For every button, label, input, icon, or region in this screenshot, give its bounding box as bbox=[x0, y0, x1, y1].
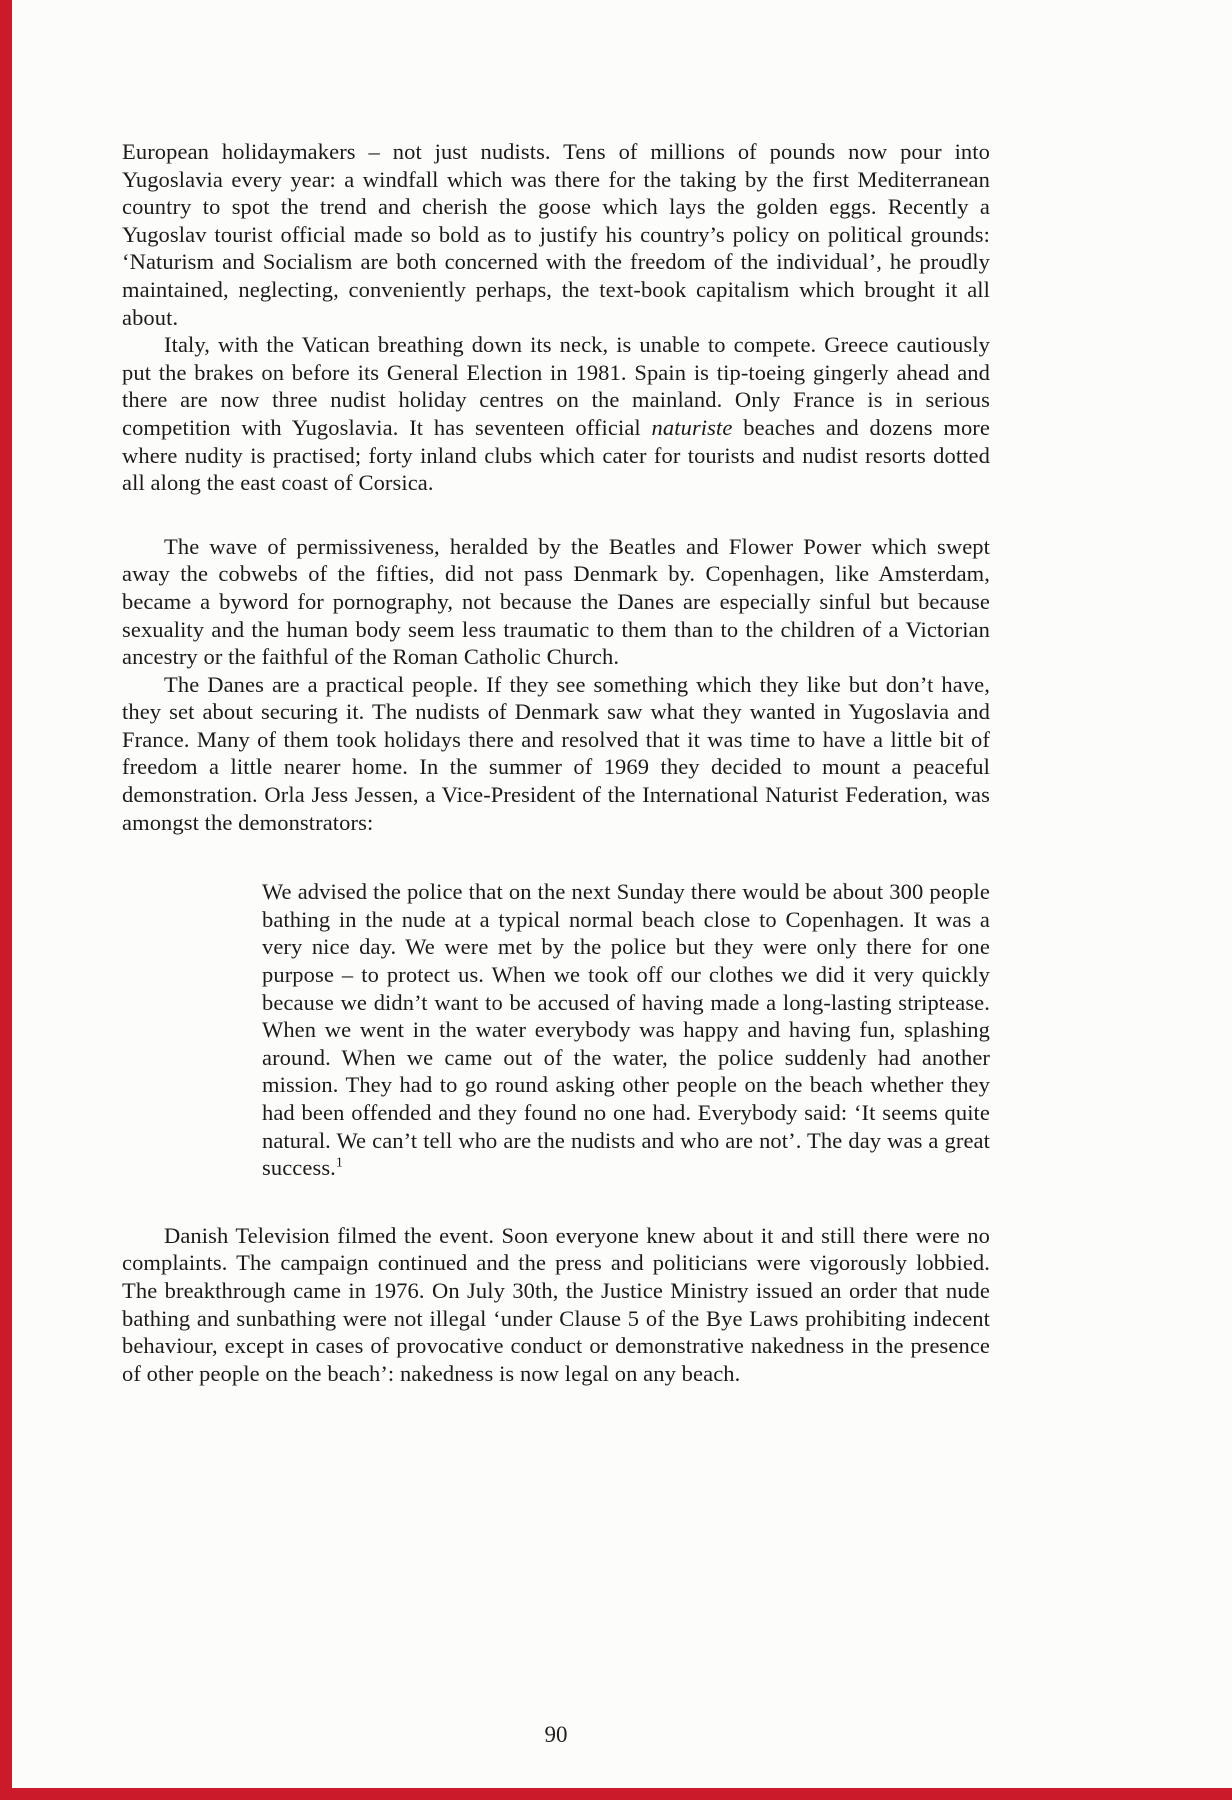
blockquote-text: We advised the police that on the next Sunday there would be about 300 people bathing in the nude at a typical normal beach close to Copenhagen. It was a very nice day. We were met by the police but they were only there for one purpose – to protect us. When we took off our clothes we did it very quickly because we didn’t want to be accused of having made a long-lasting striptease. When we went in the water everybody was happy and having fun, splashing around. When we came out of the water, the police suddenly had another mission. They had to go round asking other people on the beach whether they had been offended and they found no one had. Everybody said: ‘It seems quite natural. We can’t tell who are the nudists and who are not’. The day was a great success. bbox=[262, 879, 990, 1181]
naturiste-italic-term: naturiste bbox=[651, 414, 733, 440]
paragraph-danes-practical: The Danes are a practical people. If they see something which they like but don’t have, they set about securing it. The nudists of Denmark saw what they wanted in Yugoslavia and France. Many of them took holidays there and resolved that it was time to have a little bit of freedom a little nearer home. In the summer of 1969 they decided to mount a peaceful demonstration. Orla Jess Jessen, a Vice-President of the International Naturist Federation, was amongst the demonstrators: bbox=[122, 671, 990, 835]
book-cover-edge-bottom bbox=[0, 1788, 1232, 1800]
body-text-column bbox=[122, 138, 990, 1387]
paragraph-danish-television-breakthrough: Danish Television filmed the event. Soon everyone knew about it and still there were no complaints. The campaign continued and the press and politicians were vigorously lobbied. The breakthrough came in 1976. On July 30th, the Justice Ministry issued an order that nude bathing and sunbathing were not illegal ‘under Clause 5 of the Bye Laws prohibiting indecent behaviour, except in cases of provocative conduct or demonstrative nakedness in the presence of other people on the beach’: nakedness is now legal on any beach. bbox=[122, 1222, 990, 1386]
blockquote-orla-jess-jessen bbox=[262, 878, 990, 1182]
book-cover-edge-left bbox=[0, 0, 12, 1800]
paragraph-europe-competition bbox=[122, 331, 990, 497]
footnote-reference-1: 1 bbox=[335, 1155, 344, 1171]
paragraph-yugoslavia-tourism: European holidaymakers – not just nudists. Tens of millions of pounds now pour into Yugoslavia every year: a windfall which was there for the taking by the first Mediterranean country to spot the trend and cherish the goose which lays the golden eggs. Recently a Yugoslav tourist official made so bold as to justify his country’s policy on political grounds: ‘Naturism and Socialism are both concerned with the freedom of the individual’, he proudly maintained, neglecting, conveniently perhaps, the text-book capitalism which brought it all about. bbox=[122, 139, 990, 330]
page-number: 90 bbox=[544, 1722, 568, 1747]
paragraph-europe-competition-text-pre: Italy, with the Vatican breathing down its neck, is unable to compete. Greece cautiously put the brakes on before its General Election in 1981. Spain is tip-toeing gingerly ahead and there are now three nudist holiday centres on the mainland. Only France is in serious competition with Yugoslavia. It has seventeen official bbox=[122, 332, 990, 440]
paragraph-europe-competition-text-post: beaches and dozens more where nudity is practised; forty inland clubs which cater for tourists and nudist resorts dotted all along the east coast of Corsica. bbox=[122, 414, 990, 496]
paragraph-permissiveness-denmark: The wave of permissiveness, heralded by the Beatles and Flower Power which swept away the cobwebs of the fifties, did not pass Denmark by. Copenhagen, like Amsterdam, became a byword for pornography, not because the Danes are especially sinful but because sexuality and the human body seem less traumatic to them than to the children of a Victorian ancestry or the faithful of the Roman Catholic Church. bbox=[122, 533, 990, 670]
